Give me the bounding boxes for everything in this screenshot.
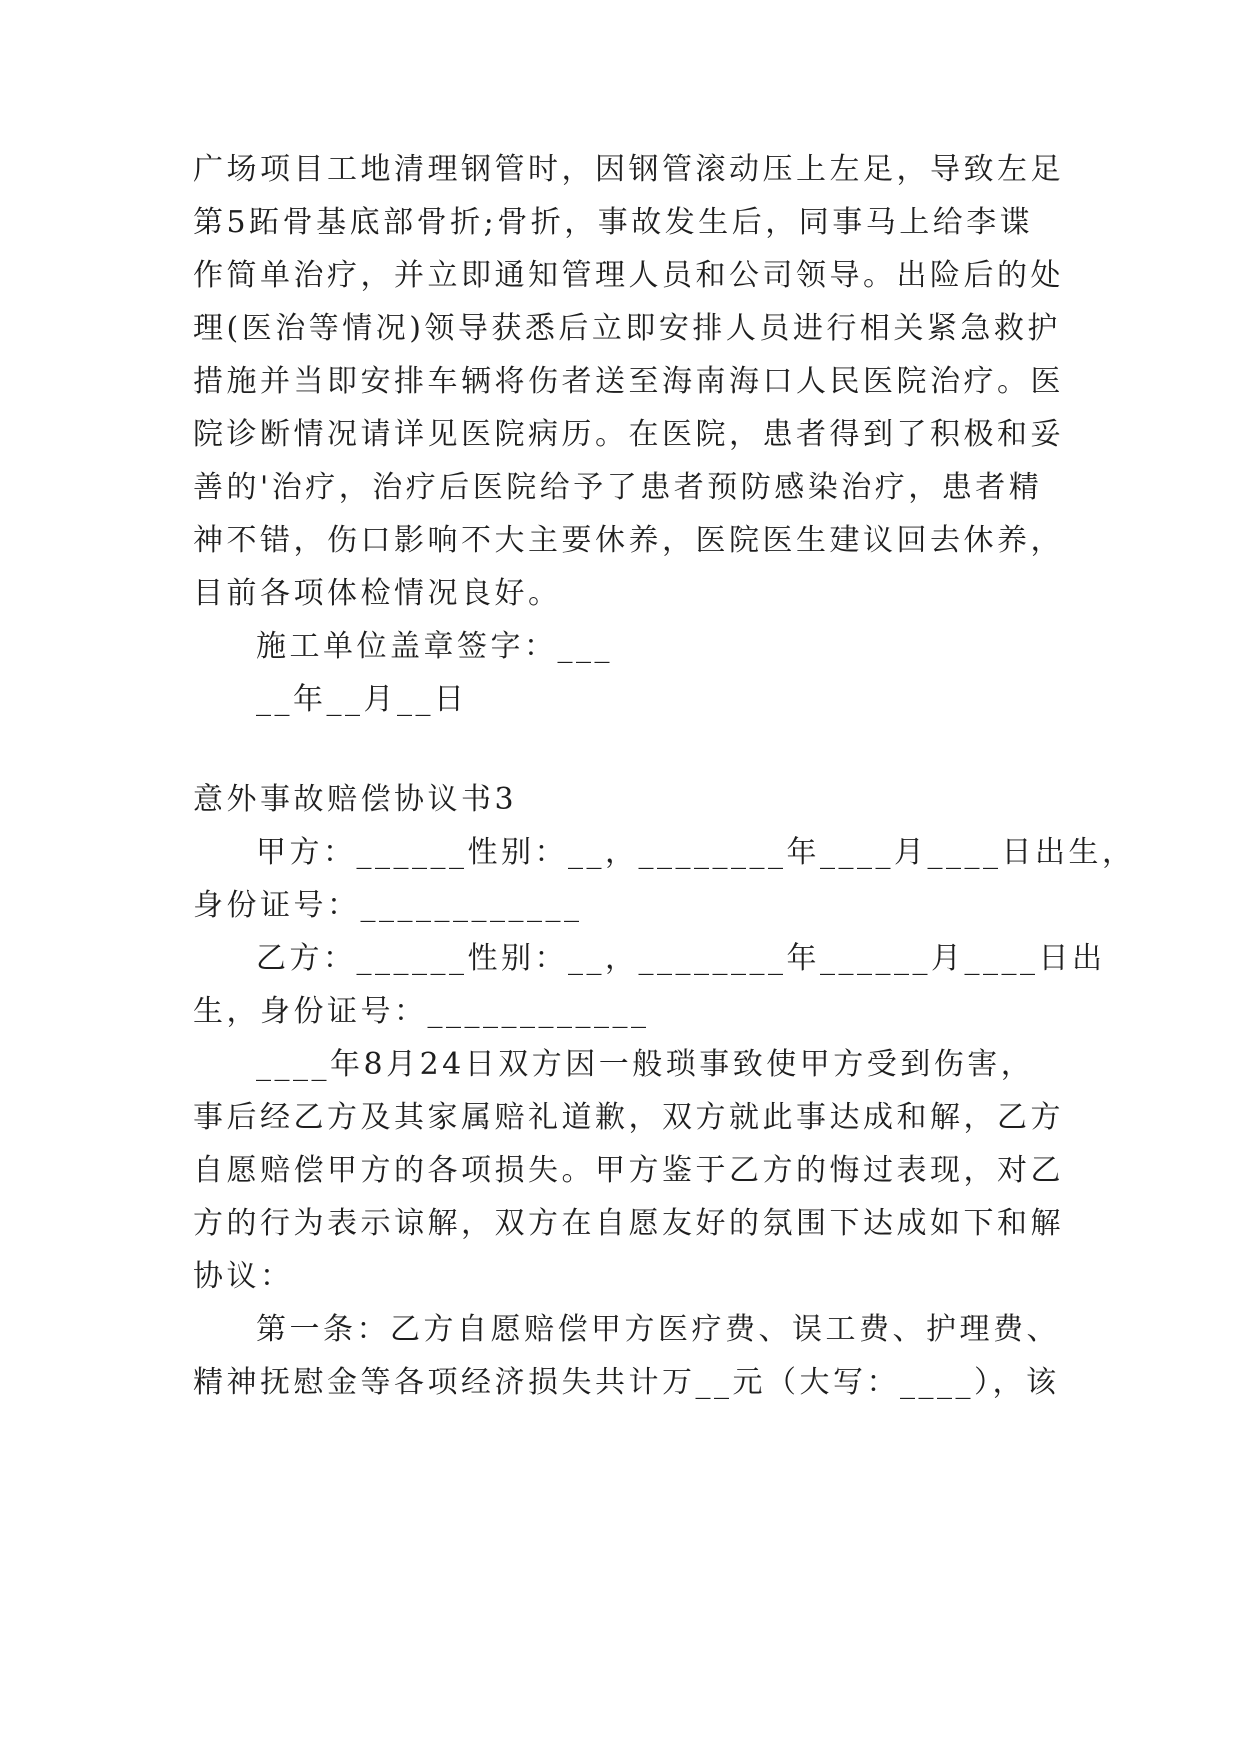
body-text-line: 院诊断情况请详见医院病历。在医院，患者得到了积极和妥 — [193, 417, 1064, 452]
party-a-line: 甲方：______性别：__，________年____月____日出生， — [256, 835, 1136, 870]
body-text-line: 协议： — [193, 1259, 294, 1294]
body-text-line: 精神抚慰金等各项经济损失共计万__元（大写：____），该 — [193, 1365, 1060, 1400]
body-text-line: 第5跖骨基底部骨折;骨折，事故发生后，同事马上给李谍 — [193, 205, 1034, 240]
body-text-line: 理(医治等情况)领导获悉后立即安排人员进行相关紧急救护 — [193, 311, 1061, 346]
party-b-line: 乙方：______性别：__，________年______月____日出 — [256, 941, 1106, 976]
body-text-line: 事后经乙方及其家属赔礼道歉，双方就此事达成和解，乙方 — [193, 1100, 1064, 1135]
body-text-line: 生，身份证号：____________ — [193, 994, 650, 1029]
body-text-line: 身份证号：____________ — [193, 888, 583, 923]
body-text-line: 善的'治疗，治疗后医院给予了患者预防感染治疗，患者精 — [193, 470, 1043, 505]
section-title: 意外事故赔偿协议书3 — [193, 782, 518, 817]
body-text-line: ____年8月24日双方因一般琐事致使甲方受到伤害， — [256, 1047, 1035, 1082]
body-text-line: 措施并当即安排车辆将伤者送至海南海口人民医院治疗。医 — [193, 364, 1064, 399]
body-text-line: 目前各项体检情况良好。 — [193, 576, 562, 611]
body-text-line: 作简单治疗，并立即通知管理人员和公司领导。出险后的处 — [193, 258, 1064, 293]
body-text-line: 方的行为表示谅解，双方在自愿友好的氛围下达成如下和解 — [193, 1206, 1064, 1241]
body-text-line: 神不错，伤口影响不大主要休养，医院医生建议回去休养， — [193, 523, 1064, 558]
body-text-line: 广场项目工地清理钢管时，因钢管滚动压上左足，导致左足 — [193, 152, 1064, 187]
signature-line: 施工单位盖章签字：___ — [256, 629, 613, 664]
body-text-line: 自愿赔偿甲方的各项损失。甲方鉴于乙方的悔过表现，对乙 — [193, 1153, 1064, 1188]
article-line: 第一条：乙方自愿赔偿甲方医疗费、误工费、护理费、 — [256, 1312, 1060, 1347]
date-line: __年__月__日 — [256, 682, 468, 717]
